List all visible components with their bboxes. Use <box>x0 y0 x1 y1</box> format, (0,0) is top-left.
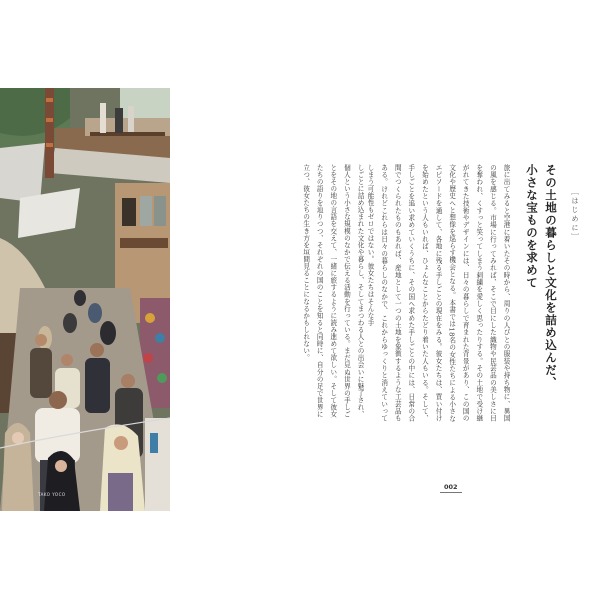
market-street-photo <box>0 88 170 511</box>
photo-credit: TAKO YOCO <box>38 492 66 497</box>
page-number: 002 <box>444 483 458 491</box>
body-text-main: 旅に出てみると空港に着いたその時から、周りの人びとの服装や持ち物に、異国の風を感じる。市場に行ってみれば、そこで目にした織物や民芸品の美しさに目を奪われ、くすっと笑ってしまう刺繍を愛しく思ったりする。その土地で受け継がれてきた技術やデザインには、日々の暮らしで育まれた背景があり、この国の文化や歴史へと想像を巡らす機会となる。本書では18名の女性たちによる小さなエピソードを通して、各地に残る手しごとの現在をみる。彼女たちは、買い付けを始めたという人もいれば、ひょんなことからたどり着いた人もいる。そして、手しごとを追い求めていくうちに、その国へ求めた手しごとの中には、日常の合間でつくられたものもあれば、産地として一つの土地を象徴するような工芸品もある。けれどこれらは日々の暮らしのなかで、これからゆっくりと消えていってしまう可能性もゼロではない。彼女たちはそんな手 <box>366 164 510 422</box>
book-spread <box>0 88 600 511</box>
body-text-continued: しごとに詰め込まれた文化や暮らし、そしてまつわる人との出会いに魅了され、個人という小さな規模のなかで伝える活動を行っている。まだ見ぬ世界の手しごとをその地の言語を交えて、一緒に旅するように読み進めて欲しい。そして彼女たちの語りを辿りつつ、それぞれの国のことを知ると同時に、自分の足で世界に立つ、彼女たちの生き方を垣間見ることになるかもしれない。 <box>301 164 364 418</box>
text-page <box>170 88 600 511</box>
chapter-title <box>522 164 560 389</box>
market-street-image <box>0 88 170 511</box>
title-line-2: 小さな宝ものを求めて <box>525 164 539 289</box>
section-label: ［はじめに］ <box>571 188 579 242</box>
page-number-rule <box>440 492 462 493</box>
title-line-1: その土地の暮らしと文化を詰め込んだ、 <box>544 164 558 389</box>
